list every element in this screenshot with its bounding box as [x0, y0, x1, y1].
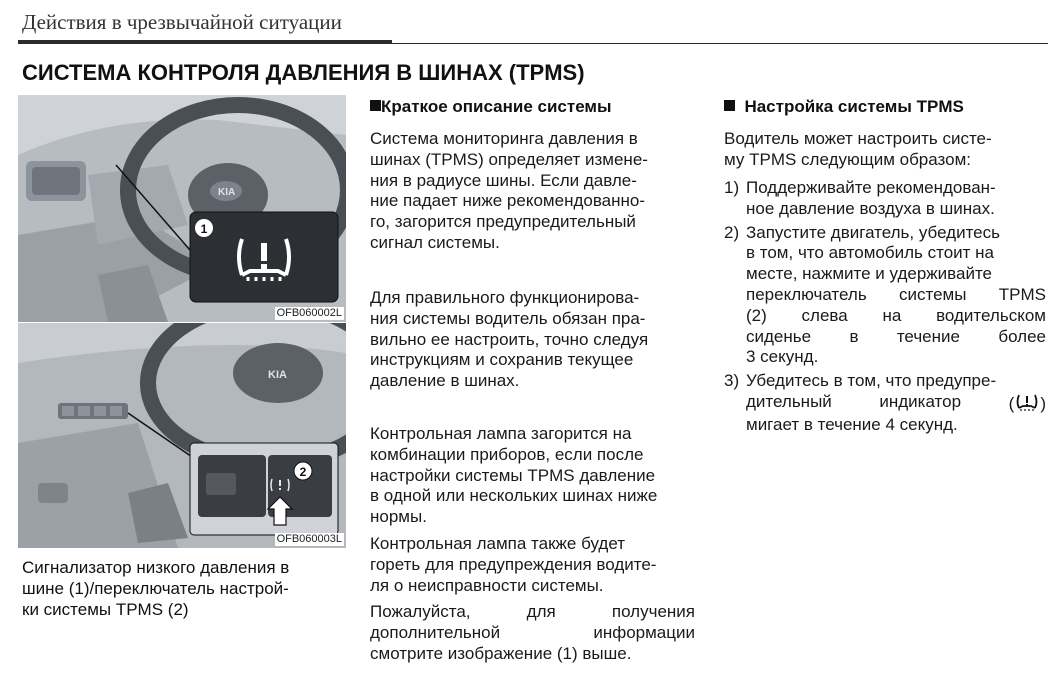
figure-code-top: OFB060002L — [276, 307, 342, 319]
bullet-square-icon — [724, 100, 735, 111]
text-line: му TPMS следующим образом: — [724, 149, 971, 169]
header-bar — [18, 40, 392, 44]
paragraph-malfunction — [370, 534, 695, 596]
dashboard-illustration-bottom — [18, 323, 346, 548]
paragraph-intro — [724, 129, 1046, 171]
word: информации — [593, 622, 695, 642]
text-line: в одной или нескольких шинах ниже — [370, 486, 658, 506]
paragraph-see-image — [370, 602, 695, 664]
word: в — [849, 326, 859, 346]
text-line: Водитель может настроить систе- — [724, 129, 992, 148]
right-heading — [724, 96, 964, 117]
step-number: 2) — [724, 222, 740, 242]
step-number: 3) — [724, 371, 740, 391]
text-line: месте, нажмите и удерживайте — [746, 264, 993, 284]
list-item — [724, 178, 1046, 220]
header-rule — [392, 43, 1048, 44]
caption-line: ки системы TPMS (2) — [22, 600, 189, 619]
word: переключатель — [746, 284, 867, 304]
dashboard-figure-bottom — [18, 323, 346, 548]
word: ) — [1040, 393, 1046, 413]
text-line: смотрите изображение (1) выше. — [370, 643, 632, 663]
paragraph-setup-requirement — [370, 288, 695, 392]
paragraph-warning-lamp — [370, 424, 695, 528]
text-line: ние падает ниже рекомендованно- — [370, 191, 646, 211]
text-line — [746, 285, 1046, 306]
text-line: 3 секунд. — [746, 347, 819, 367]
text-line: инструкциям и сохранив текущее — [370, 350, 634, 370]
right-heading-text: Настройка системы TPMS — [744, 97, 964, 116]
text-line — [370, 602, 695, 623]
text-line: го, загорится предупредительный — [370, 212, 636, 232]
callout-1: 1 — [200, 222, 208, 236]
word: системы — [899, 284, 967, 304]
word: течение — [896, 326, 960, 346]
text-line: Система мониторинга давления в — [370, 129, 638, 148]
text-line: комбинации приборов, если после — [370, 444, 644, 464]
word: водительском — [936, 305, 1046, 325]
text-line: нормы. — [370, 507, 427, 527]
word: Пожалуйста, — [370, 602, 471, 621]
figure-caption — [22, 557, 342, 620]
figure-code-bottom: OFB060003L — [276, 533, 342, 545]
text-line: настройки системы TPMS давление — [370, 465, 656, 485]
text-line: в том, что автомобиль стоит на — [746, 243, 995, 263]
text-line: ния системы водитель обязан пра- — [370, 308, 646, 328]
word: индикатор — [879, 391, 962, 411]
text-line: сигнал системы. — [370, 232, 500, 252]
steps-list — [724, 178, 1046, 436]
text-line: Запустите двигатель, убедитесь — [746, 222, 1000, 242]
text-line: Контрольная лампа также будет — [370, 534, 625, 553]
text-line — [746, 392, 1046, 415]
text-line: ния в радиусе шины. Если давле- — [370, 170, 637, 190]
word: (2) — [746, 305, 767, 325]
text-line: Для правильного функционирова- — [370, 288, 640, 307]
middle-heading — [370, 96, 612, 117]
word: для — [526, 602, 556, 621]
text-line: ля о неисправности системы. — [370, 575, 604, 595]
page-header-title: Действия в чрезвычайной ситуации — [22, 10, 342, 34]
indicator-group — [1009, 392, 1046, 415]
svg-text:KIA: KIA — [268, 369, 287, 381]
word: на — [882, 305, 902, 325]
text-line: вильно ее настроить, точно следуя — [370, 329, 649, 349]
word: более — [998, 326, 1046, 346]
dashboard-figure-top — [18, 95, 346, 322]
svg-text:KIA: KIA — [218, 187, 236, 198]
caption-line: Сигнализатор низкого давления в — [22, 558, 290, 577]
tpms-indicator-icon — [1014, 392, 1040, 412]
caption-line: шине (1)/переключатель настрой- — [22, 579, 289, 598]
text-line — [370, 623, 695, 644]
text-line: мигает в течение 4 секунд. — [746, 414, 958, 434]
word: дительный — [746, 391, 832, 411]
list-item — [724, 223, 1046, 369]
word: ( — [1008, 393, 1015, 413]
text-line: давление в шинах. — [370, 371, 520, 391]
callout-2: 2 — [299, 465, 307, 479]
text-line: Убедитесь в том, что предупре- — [746, 371, 997, 391]
dashboard-illustration-top — [18, 95, 346, 322]
text-line: ное давление воздуха в шинах. — [746, 198, 995, 218]
middle-heading-text: Краткое описание системы — [381, 97, 612, 116]
list-item — [724, 371, 1046, 435]
text-line: Контрольная лампа загорится на — [370, 424, 632, 443]
word: сиденье — [746, 326, 812, 346]
bullet-square-icon — [370, 100, 381, 111]
word: получения — [611, 602, 695, 621]
text-line: шинах (TPMS) определяет измене- — [370, 149, 648, 169]
word: дополнительной — [370, 622, 501, 642]
step-number: 1) — [724, 178, 740, 197]
word: TPMS — [998, 284, 1046, 304]
word: слева — [801, 305, 848, 325]
section-title: СИСТЕМА КОНТРОЛЯ ДАВЛЕНИЯ В ШИНАХ (TPMS) — [22, 60, 585, 85]
text-line — [746, 327, 1046, 348]
paragraph-summary — [370, 129, 695, 254]
text-line: гореть для предупреждения водите- — [370, 554, 657, 574]
text-line: Поддерживайте рекомендован- — [746, 178, 996, 197]
text-line — [746, 306, 1046, 327]
